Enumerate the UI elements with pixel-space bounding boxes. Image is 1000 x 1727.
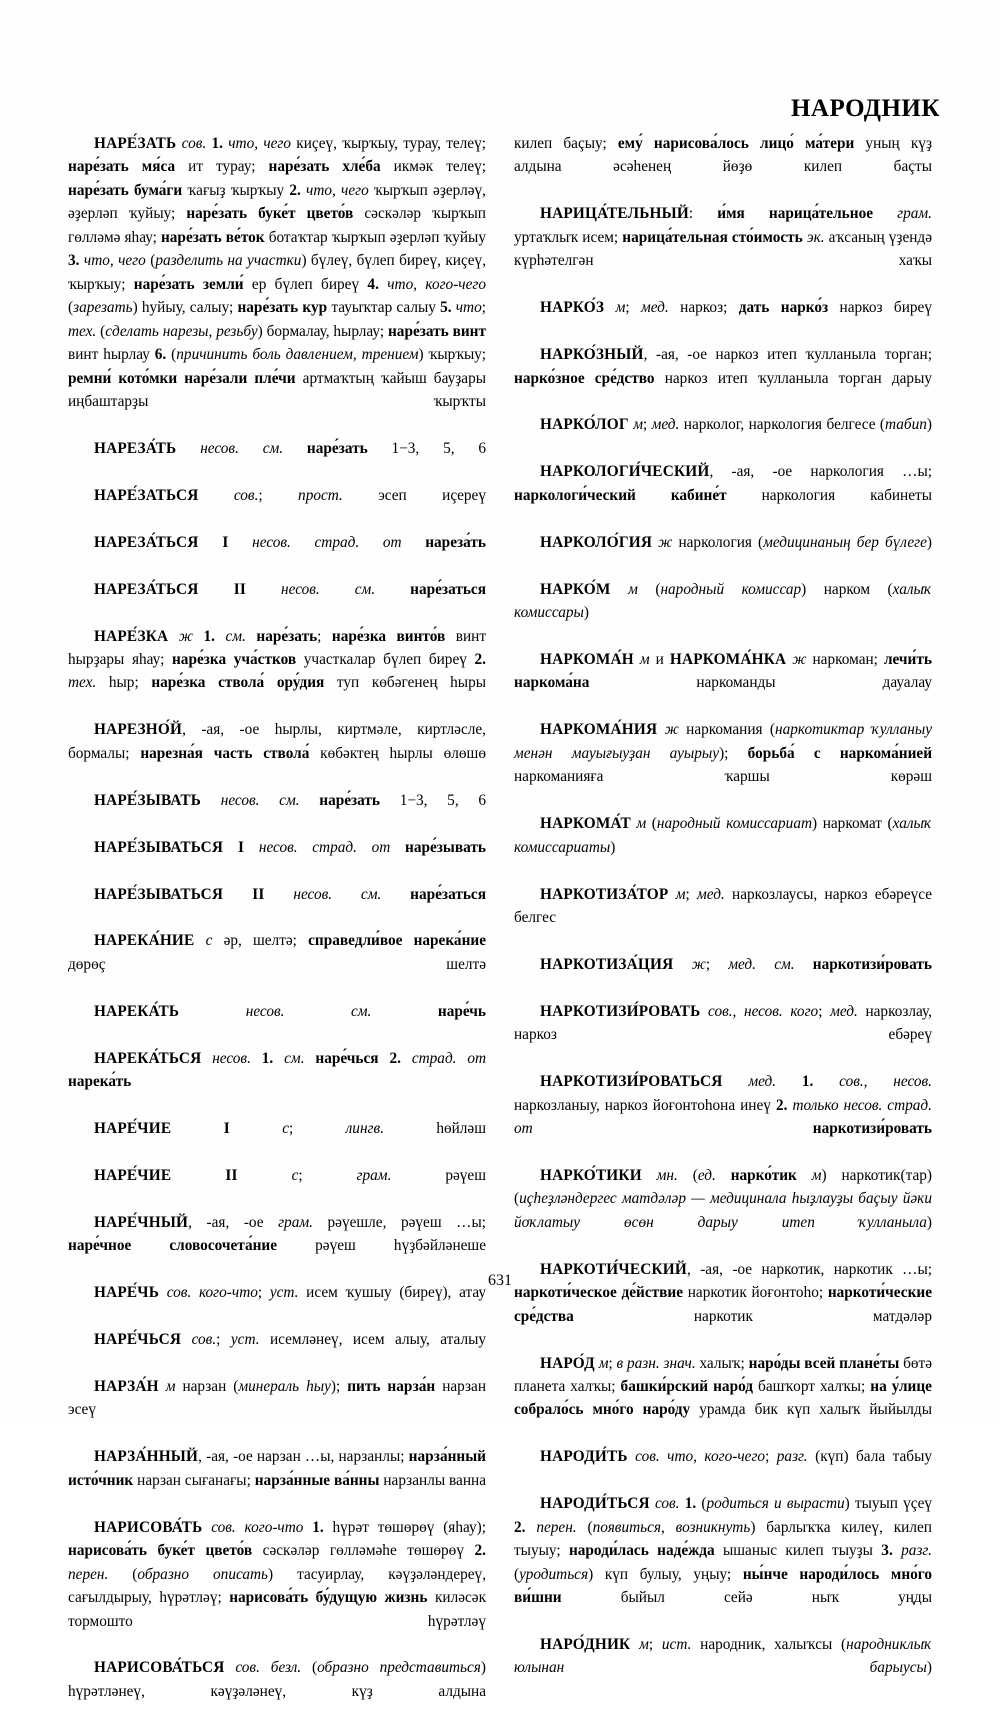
running-head: НАРОДНИК <box>790 95 940 122</box>
dictionary-entry: НАРЕКА́ТЬ несов. см. наре́чь <box>94 1002 487 1020</box>
dictionary-entry: НАРЕ́ЗАТЬСЯ сов.; прост. эсеп иçереү <box>94 486 486 504</box>
dictionary-entry: НАРЕ́ЧЬ сов. кого-что; уст. исем ҡушыу (биреү), атау <box>94 1284 487 1302</box>
dictionary-entry: НАРКОТИЗА́ЦИЯ ж; мед. см. наркотизи́ровать <box>540 955 932 973</box>
dictionary-entry: НАРЗА́Н м нарзан (минераль һыу); пить нарза́н нарзан эсеү <box>68 1378 487 1419</box>
dictionary-entry: НАРКОМА́Т м (народный комиссариат) наркомат (халыҡ комиссариаты) <box>514 815 932 856</box>
dictionary-entry: НАРКОМА́Н м и НАРКОМА́НКА ж наркоман; лечи́ть наркома́на наркоманды дауалау <box>514 650 932 692</box>
dictionary-entry: НАРКОТИЗИ́РОВАТЬ сов., несов. кого; мед. наркозлау, наркоз ебәреү <box>514 1002 933 1044</box>
dictionary-entry: НАРЕЗА́ТЬ несов. см. наре́зать 1−3, 5, 6 <box>94 439 487 457</box>
dictionary-entry: НАРКОТИЗИ́РОВАТЬСЯ мед. 1. сов., несов. наркозланыу, наркоз йоғонтоһона инеү 2. только несов. страд. от наркотизи́ровать <box>514 1073 933 1138</box>
right-column <box>514 132 932 1727</box>
dictionary-entry: НАРОДИ́ТЬ сов. что, кого-чего; разг. (күп) бала табыу <box>540 1448 932 1466</box>
page-number: 631 <box>488 1272 512 1289</box>
dictionary-entry: НАРЕКА́ТЬСЯ несов. 1. см. наре́чься 2. страд. от нарека́ть <box>68 1049 487 1091</box>
dictionary-entry: НАРЕЗА́ТЬСЯ I несов. страд. от нареза́ть <box>94 533 486 551</box>
dictionary-entry: килеп баçыу; ему́ нарисова́лось лицо́ ма́тери уның күҙ алдына әсәһенең йөҙө килеп баçты <box>514 135 933 176</box>
dictionary-entry: НАРО́Д м; в разн. знач. халыҡ; наро́ды всей плане́ты бөтә планета халҡы; башки́рский наро́д башҡорт халҡы; на у́лице собрало́сь мно́го наро́ду урамда бик күп халыҡ йыйылды <box>514 1354 933 1419</box>
dictionary-entry: НАРЗА́ННЫЙ, -ая, -ое нарзан …ы, нарзанлы; нарза́нный исто́чник нарзан сығанағы; нарза́нные ва́нны нарзанлы ванна <box>68 1448 486 1489</box>
dictionary-entry: НАРКО́ЗНЫЙ, -ая, -ое наркоз итеп ҡулланыла торган; нарко́зное сре́дство наркоз итеп ҡулланыла торган дарыу <box>514 346 933 387</box>
dictionary-entry: НАРКО́З м; мед. наркоз; дать нарко́з наркоз биреү <box>540 299 932 317</box>
dictionary-entry: НАРЕ́ЗКА ж 1. см. наре́зать; наре́зка винто́в винт һырҙары яһау; наре́зка уча́стков участкалар бүлеп биреү 2. тех. һыр; наре́зка ствола́ ору́дия туп көбәгенең һыры <box>68 627 487 692</box>
left-column <box>68 132 486 1727</box>
dictionary-entry: НАРЕ́ЧИЕ II с; грам. рәүеш <box>94 1166 486 1184</box>
dictionary-entry: НАРЕ́ЗЫВАТЬ несов. см. наре́зать 1−3, 5, 6 <box>94 791 487 809</box>
dictionary-entry: НАРИСОВА́ТЬ сов. кого-что 1. һүрәт төшөрөү (яһау); нарисова́ть буке́т цвето́в сәскәләр гөлләмәһе төшөрөү 2. перен. (образно описать) тасуирлау, кәүҙәләндереү, сағылдырыу, һүрәтләү; нарисова́ть бу́дущую жизнь киләсәк тормошто һүрәтләү <box>68 1518 487 1630</box>
dictionary-entry: НАРКО́ТИКИ мн. (ед. нарко́тик м) наркотик(тар) (иçһеҙләндергес матдәләр — медицинала һыҙлауҙы баçыу йәки йоҡлатыу өсөн дарыу итеп ҡулланыла) <box>514 1166 932 1231</box>
dictionary-entry: НАРКОЛО́ГИЯ ж наркология (медицинаның бер бүлеге) <box>540 533 932 551</box>
dictionary-entry: НАРКО́М м (народный комиссар) нарком (халыҡ комиссары) <box>514 580 932 622</box>
dictionary-entry: НАРЕ́ЗЫВАТЬСЯ II несов. см. наре́заться <box>94 885 486 903</box>
dictionary-entry: НАРЕ́ЗАТЬ сов. 1. что, чего киçеү, ҡырҡыу, турау, телеү; наре́зать мя́са ит турау; наре́зать хле́ба икмәк телеү; наре́зать бума́ги ҡағыҙ ҡырҡыу 2. что, чего ҡырҡып әҙерләү, әҙерләп ҡуйыу; наре́зать буке́т цвето́в сәскәләр ҡырҡып гөлләмә яһау; наре́зать ве́ток ботаҡтар ҡырҡып әҙерләп ҡуйыу 3. что, чего (разделить на участки) бүлеү, бүлеп биреү, киçеү, ҡырҡыу; наре́зать земли́ ер бүлеп биреү 4. что, кого-чего (зарезать) һуйыу, салыу; наре́зать кур тауыҡтар салыу 5. что; тех. (сделать нарезы, резьбу) бормалау, һырлау; наре́зать винт винт һырлау 6. (причинить боль давлением, трением) ҡырҡыу; ремни́ кото́мки наре́зали пле́чи артмаҡтың ҡайыш бауҙары иңбаштарҙы ҡырҡты <box>68 135 487 410</box>
dictionary-entry: НАРЕ́ЧЬСЯ сов.; уст. исемләнеү, исем алыу, аталыу <box>94 1331 487 1349</box>
dictionary-entry: НАРЕ́ЗЫВАТЬСЯ I несов. страд. от наре́зывать <box>94 838 486 856</box>
dictionary-entry: НАРКОТИ́ЧЕСКИЙ, -ая, -ое наркотик, наркотик …ы; наркоти́ческое де́йствие наркотик йоғонтоһо; наркоти́ческие сре́дства наркотик матдәләр <box>514 1260 932 1325</box>
dictionary-entry: НАРОДИ́ТЬСЯ сов. 1. (родиться и вырасти) тыуып үçеү 2. перен. (появиться, возникнуть) барлыҡҡа килеү, килеп тыуыу; народи́лась наде́жда ышаныс килеп тыуҙы 3. разг. (уродиться) күп булыу, уңыу; ны́нче народи́лось мно́го ви́шни быйыл сейә ныҡ уңды <box>514 1495 933 1607</box>
dictionary-entry: НАРО́ДНИК м; ист. народник, халыҡсы (народниклыҡ юлынан барыусы) <box>514 1636 933 1677</box>
dictionary-entry: НАРИЦА́ТЕЛЬНЫЙ: и́мя нарица́тельное грам. уртаҡлыҡ исем; нарица́тельная сто́имость эк. аҡсаның үҙендә күрһәтелгән хаҡы <box>514 205 932 270</box>
dictionary-entry: НАРИСОВА́ТЬСЯ сов. безл. (образно представиться) һүрәтләнеү, кәүҙәләнеү, күҙ алдына <box>68 1659 486 1700</box>
dictionary-entry: НАРКОМА́НИЯ ж наркомания (наркотиктар ҡулланыу менән мауығыуҙан ауырыу); борьба́ с наркома́нией наркоманияға ҡаршы көрәш <box>514 721 933 786</box>
dictionary-entry: НАРЕЗНО́Й, -ая, -ое һырлы, киртмәле, киртләсле, бормалы; нарезна́я часть ствола́ көбәктең һырлы өлөшө <box>68 721 486 762</box>
dictionary-entry: НАРЕКА́НИЕ с әр, шелтә; справедли́вое нарека́ние дөрөç шелтә <box>68 932 486 973</box>
dictionary-entry: НАРЕЗА́ТЬСЯ II несов. см. наре́заться <box>94 580 486 598</box>
dictionary-entry: НАРКОЛОГИ́ЧЕСКИЙ, -ая, -ое наркология …ы; наркологи́ческий кабине́т наркология кабинеты <box>514 463 932 504</box>
dictionary-entry: НАРЕ́ЧИЕ I с; лингв. һөйләш <box>94 1120 487 1138</box>
dictionary-entry: НАРКОТИЗА́ТОР м; мед. наркозлаусы, наркоз ебәреүсе белгес <box>514 885 932 926</box>
two-column-body <box>68 132 933 1727</box>
dictionary-entry: НАРЕ́ЧНЫЙ, -ая, -ое грам. рәүешле, рәүеш …ы; наре́чное словосочета́ние рәүеш һүҙбәйләнеше <box>68 1213 486 1255</box>
dictionary-entry: НАРКО́ЛОГ м; мед. нарколог, наркология белгесе (табип) <box>540 416 932 434</box>
